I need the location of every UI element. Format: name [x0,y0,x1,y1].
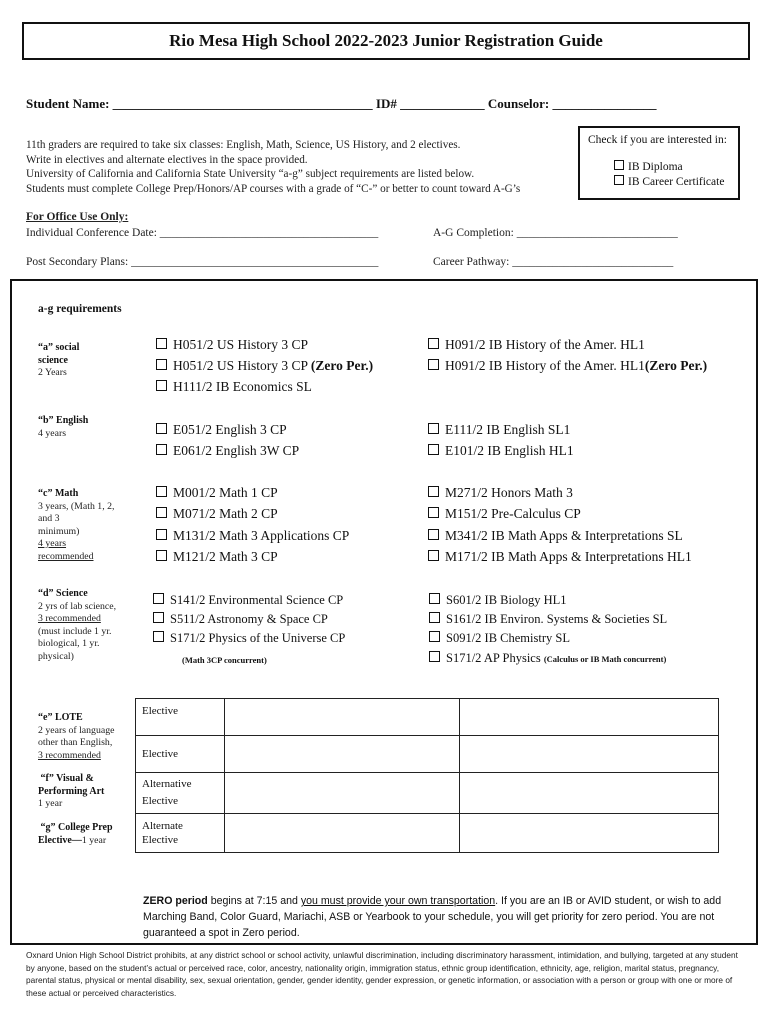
category-e-label: “e” LOTE 2 years of language other than English, 3 recommended [38,712,115,761]
checkbox-icon[interactable] [429,651,440,662]
checkbox-icon[interactable] [429,593,440,604]
checkbox-icon[interactable] [156,529,167,540]
course-option[interactable]: S091/2 IB Chemistry SL [429,631,570,646]
checkbox-icon[interactable] [428,550,439,561]
course-option[interactable]: S161/2 IB Environ. Systems & Societies SL [429,612,667,627]
category-g-label: “g” College Prep Elective—1 year [38,822,113,846]
category-d-label: “d” Science 2 yrs of lab science, 3 recommended (must include 1 yr. biological, 1 yr. physical) [38,588,117,662]
checkbox-icon[interactable] [153,593,164,604]
elective-input[interactable] [460,699,719,736]
course-option[interactable]: S171/2 AP Physics (Calculus or IB Math concurrent) [429,651,666,666]
checkbox-icon[interactable] [156,486,167,497]
alternative-elective-label: Alternative Elective [136,773,225,814]
elective-input[interactable] [225,773,460,814]
course-option[interactable]: M271/2 Honors Math 3 [428,485,573,501]
ib-career-certificate-option[interactable]: IB Career Certificate [614,175,724,188]
course-option[interactable]: S141/2 Environmental Science CP [153,593,343,608]
checkbox-icon[interactable] [614,175,624,185]
course-option[interactable]: H051/2 US History 3 CP [156,337,308,353]
checkbox-icon[interactable] [428,359,439,370]
elective-table [135,698,719,853]
checkbox-icon[interactable] [429,631,440,642]
intro-line: Write in electives and alternate electives in the space provided. [26,153,308,166]
course-option[interactable]: M121/2 Math 3 CP [156,549,278,565]
category-f-label: “f” Visual & Performing Art 1 year [38,773,105,809]
checkbox-icon[interactable] [153,612,164,623]
checkbox-icon[interactable] [428,444,439,455]
checkbox-icon[interactable] [428,423,439,434]
intro-line: 11th graders are required to take six classes: English, Math, Science, US History, and 2 electives. [26,139,461,151]
course-option[interactable]: M171/2 IB Math Apps & Interpretations HL1 [428,549,692,565]
career-pathway-field[interactable]: Career Pathway: ____________________________ [433,256,674,268]
course-option[interactable]: H091/2 IB History of the Amer. HL1 [428,337,645,353]
conference-date-field[interactable]: Individual Conference Date: ______________________________________ [26,227,379,239]
course-option[interactable]: M341/2 IB Math Apps & Interpretations SL [428,528,683,544]
elective-input[interactable] [460,814,719,853]
checkbox-icon[interactable] [156,507,167,518]
intro-text [26,138,520,196]
page-title: Rio Mesa High School 2022-2023 Junior Registration Guide [22,22,750,60]
course-option[interactable]: M151/2 Pre-Calculus CP [428,506,581,522]
checkbox-icon[interactable] [428,507,439,518]
course-option[interactable]: H111/2 IB Economics SL [156,379,312,395]
category-a-label: “a” social science 2 Years [38,342,80,378]
checkbox-icon[interactable] [156,550,167,561]
elective-input[interactable] [225,736,460,773]
elective-input[interactable] [460,736,719,773]
post-secondary-field[interactable]: Post Secondary Plans: ___________________________________________ [26,256,379,268]
course-option[interactable]: S511/2 Astronomy & Space CP [153,612,328,627]
interest-title: Check if you are interested in: [588,134,727,146]
checkbox-icon[interactable] [156,444,167,455]
course-note: (Math 3CP concurrent) [182,655,267,665]
nondiscrimination-footer: Oxnard Union High School District prohibits, at any district school or school activity, unlawful discrimination, including discriminatory harassment, intimidation, and bullying, targeted at any student by anyone, based on the student’s actual or perceived race, color, ancestry, nationality origin, immigration status, ethnic group identification, ethnicity, age, religion, marital status, pregnancy, parental status, physical or mental disability, sex, sexual orientation, gender, gender identity, gender expression, or genetic information, or association with a person or group with one or more of these actual or perceived characteristics. [26,950,738,998]
checkbox-icon[interactable] [156,338,167,349]
intro-line: University of California and California State University “a-g” subject requirements are listed below. [26,168,475,181]
category-c-label: “c” Math 3 years, (Math 1, 2, and 3 minimum) 4 years recommended [38,488,115,562]
category-b-label: “b” English 4 years [38,415,89,439]
zero-period-notice: ZERO period begins at 7:15 and you must provide your own transportation. If you are an IB or AVID student, or wish to add Marching Band, Color Guard, Mariachi, ASB or Yearbook to your schedule, you will get priority for zero period. You are not guaranteed a spot in Zero period. [143,895,722,940]
intro-line: Students must complete College Prep/Honors/AP courses with a grade of “C-” or better to count toward A-G’s [26,182,521,195]
course-option[interactable]: H091/2 IB History of the Amer. HL1(Zero Per.) [428,358,707,374]
course-option[interactable]: M001/2 Math 1 CP [156,485,278,501]
course-option[interactable]: S601/2 IB Biology HL1 [429,593,567,608]
checkbox-icon[interactable] [429,612,440,623]
course-option[interactable]: E061/2 English 3W CP [156,443,299,459]
office-use-title: For Office Use Only: [26,211,129,223]
elective-input[interactable] [460,773,719,814]
checkbox-icon[interactable] [428,529,439,540]
checkbox-icon[interactable] [156,423,167,434]
student-info-line[interactable]: Student Name: ________________________________________ ID# _____________ Counselor: ________________ [26,96,657,111]
course-option[interactable]: M131/2 Math 3 Applications CP [156,528,349,544]
course-option[interactable]: H051/2 US History 3 CP (Zero Per.) [156,358,373,374]
elective-input[interactable] [225,699,460,736]
ag-completion-field[interactable]: A-G Completion: ____________________________ [433,227,678,239]
course-option[interactable]: E101/2 IB English HL1 [428,443,574,459]
course-option[interactable]: S171/2 Physics of the Universe CP [153,631,345,646]
elective-label: Elective [136,736,225,773]
elective-label: Elective [136,699,225,736]
requirements-title: a-g requirements [38,303,122,315]
alternate-elective-label: Alternate Elective [136,814,225,853]
course-option[interactable]: E111/2 IB English SL1 [428,422,570,438]
checkbox-icon[interactable] [428,338,439,349]
elective-input[interactable] [225,814,460,853]
course-option[interactable]: M071/2 Math 2 CP [156,506,278,522]
checkbox-icon[interactable] [156,359,167,370]
ib-diploma-option[interactable]: IB Diploma [614,160,683,173]
checkbox-icon[interactable] [614,160,624,170]
checkbox-icon[interactable] [428,486,439,497]
interest-box [578,126,740,200]
checkbox-icon[interactable] [156,380,167,391]
checkbox-icon[interactable] [153,631,164,642]
course-option[interactable]: E051/2 English 3 CP [156,422,287,438]
